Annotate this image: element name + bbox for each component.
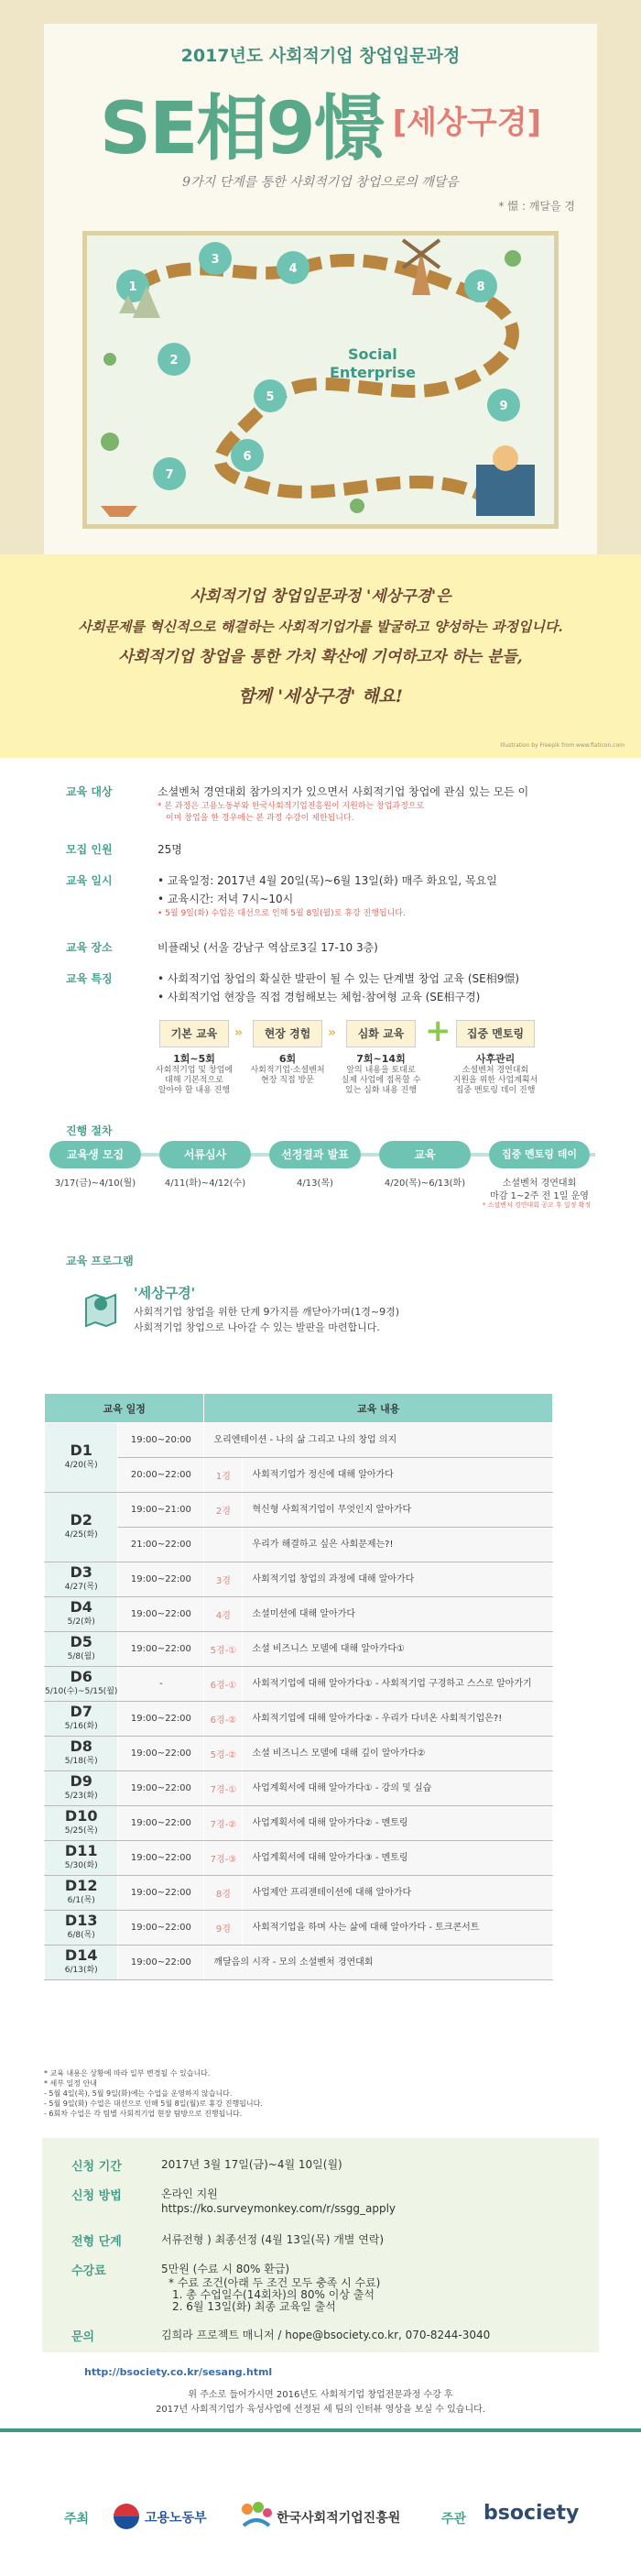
footer-text-1: 위 주소로 들어가시면 2016년도 사회적기업 창업전문과정 수강 후	[188, 2390, 453, 2400]
day-date: 5/8(월)	[67, 1651, 95, 1661]
session-step: 6경-①	[204, 1667, 243, 1702]
session-content: 사회적기업가 정신에 대해 알아가다	[243, 1458, 553, 1493]
step-date-2: 4/11(화)~4/12(수)	[164, 1178, 246, 1189]
day-date: 6/1(목)	[67, 1895, 95, 1905]
program-box-title: '세상구경'	[134, 1285, 196, 1301]
schedule-head-content: 교육 내용	[204, 1394, 553, 1423]
main-title	[44, 71, 597, 174]
schedule-day	[45, 1702, 118, 1737]
program-box-line-2: 사회적기업 창업으로 나아갈 수 있는 발판을 마련합니다.	[134, 1321, 380, 1333]
kosea-logo-icon	[240, 2502, 273, 2529]
select-value: 서류전형 ) 최종선정 (4월 13일(목) 개별 연락)	[161, 2233, 385, 2246]
day-date: 5/16(화)	[64, 1721, 98, 1731]
session-content: 사회적기업에 대해 알아가다① - 사회적기업 구경하고 스스로 알아가기	[243, 1667, 553, 1702]
intro-line-4: 함께 '세상구경' 해요!	[237, 686, 404, 707]
method-value: 온라인 지원	[161, 2187, 218, 2200]
session-time: 19:00~22:00	[118, 1771, 204, 1806]
day-number: D2	[70, 1510, 92, 1529]
moel-logo-icon	[114, 2504, 139, 2529]
date-label: 교육 일시	[66, 874, 113, 887]
step-date-3: 4/13(목)	[297, 1178, 333, 1189]
select-label: 전형 단계	[71, 2235, 122, 2249]
flow-sub-field: 6회 사회적기업·소셜벤처 현장 직접 방문	[250, 1053, 325, 1085]
map-label-enterprise: Enterprise	[330, 364, 416, 381]
footer-divider	[0, 2428, 641, 2432]
session-step: 5경-①	[204, 1632, 243, 1667]
schedule-day	[45, 1493, 118, 1562]
flow-field: 현장 경험	[253, 1020, 322, 1047]
day-number: D13	[64, 1911, 98, 1929]
feature-label: 교육 특징	[66, 972, 113, 985]
day-number: D14	[64, 1946, 98, 1964]
table-row	[45, 1702, 553, 1737]
pin-6: 6	[243, 450, 252, 464]
session-step	[204, 1528, 243, 1562]
chevron-right-icon: »	[328, 1025, 337, 1040]
hero-panel	[44, 24, 597, 554]
schedule-day	[45, 1632, 118, 1667]
date-value-2: • 교육시간: 저녁 7시~10시	[158, 893, 294, 905]
target-note-1: * 본 과정은 고용노동부와 한국사회적기업진흥원이 지원하는 창업과정으로	[158, 802, 425, 811]
schedule-day	[45, 1806, 118, 1841]
day-number: D11	[64, 1841, 98, 1859]
table-row	[45, 1632, 553, 1667]
schedule-day	[45, 1946, 118, 1980]
hero-banner	[0, 0, 641, 554]
day-number: D10	[64, 1806, 98, 1825]
session-step: 3경	[204, 1562, 243, 1597]
session-content: 사업계획서에 대해 알아가다② - 멘토링	[243, 1806, 553, 1841]
table-row	[45, 1737, 553, 1771]
day-date: 5/2(화)	[67, 1617, 95, 1627]
pin-7: 7	[165, 468, 174, 482]
target-value: 소셜벤처 경연대회 참가의지가 있으면서 사회적기업 창업에 관심 있는 모든 이	[158, 785, 529, 798]
fee-label: 수강료	[71, 2264, 106, 2278]
step-mentoring: 집중 멘토링 데이	[489, 1141, 590, 1168]
session-content: 사회적기업 창업의 과정에 대해 알아가다	[243, 1562, 553, 1597]
table-row	[45, 1876, 553, 1911]
session-step: 5경-②	[204, 1737, 243, 1771]
session-time: 19:00~22:00	[118, 1806, 204, 1841]
table-row	[45, 1806, 553, 1841]
session-content: 혁신형 사회적기업이 무엇인지 알아가다	[243, 1493, 553, 1528]
illustration-credit: Illustration by Freepik from www.flaticon.com	[500, 742, 625, 749]
subtitle: 9가지 단계를 통한 사회적기업 창업으로의 깨달음	[182, 175, 459, 190]
day-date: 5/25(목)	[64, 1825, 98, 1836]
fee-note-2: 1. 총 수업일수(14회차)의 80% 이상 출석	[172, 2288, 375, 2301]
session-step: 9경	[204, 1911, 243, 1946]
session-time: 19:00~20:00	[118, 1423, 204, 1458]
table-row	[45, 1946, 553, 1980]
date-note: • 5월 9일(화) 수업은 대선으로 인해 5월 8일(월)로 휴강 진행됩니다.	[158, 909, 406, 918]
day-number: D4	[70, 1597, 92, 1616]
program-box-line-1: 사회적기업 창업을 위한 단계 9가지를 깨닫아가며(1경~9경)	[134, 1306, 400, 1318]
session-time: 19:00~21:00	[118, 1493, 204, 1528]
schedule-day	[45, 1876, 118, 1911]
step-date-5: 소셜벤처 경연대회	[502, 1178, 577, 1189]
day-date: 6/13(화)	[64, 1965, 98, 1975]
contact-value: 김희라 프로젝트 매니저 / hope@bsociety.co.kr, 070-8244-3040	[161, 2329, 491, 2341]
flow-sub-mentoring: 사후관리 소셜벤처 경연대회 지원을 위한 사업계획서 집중 멘토링 데이 진행	[452, 1053, 538, 1095]
session-content: 사업계획서에 대해 알아가다① - 강의 및 실습	[243, 1771, 553, 1806]
journey-map-illustration	[82, 231, 559, 529]
pin-8: 8	[476, 280, 485, 294]
day-number: D6	[70, 1667, 92, 1685]
session-content: 사회적기업에 대해 알아가다② - 우리가 다녀온 사회적기업은?!	[243, 1702, 553, 1737]
session-content: 깨달음의 시작 - 모의 소셜벤처 경연대회	[204, 1946, 553, 1980]
day-number: D9	[70, 1771, 92, 1790]
step-date-5-note: * 소셜벤처 경연대회 공고 후 일정 확정	[482, 1201, 592, 1209]
step-date-5-extra: 마감 1~2주 전 1일 운영	[490, 1191, 589, 1201]
program-label: 교육 프로그램	[66, 1255, 134, 1267]
schedule-table	[44, 1393, 553, 1980]
session-time: 19:00~22:00	[118, 1562, 204, 1597]
schedule-day	[45, 1667, 118, 1702]
application-section	[42, 2138, 599, 2352]
session-content: 사회적기업을 하며 사는 삶에 대해 알아가다 - 토크콘서트	[243, 1911, 553, 1946]
day-date: 5/10(수)~5/15(월)	[45, 1686, 118, 1696]
session-content: 소셜미션에 대해 알아가다	[243, 1597, 553, 1632]
day-date: 4/25(화)	[64, 1529, 98, 1540]
footer-text-2: 2017년 사회적기업가 육성사업에 선정된 세 팀의 인터뷰 영상을 보실 수 있습니다.	[156, 2405, 485, 2415]
session-time: 19:00~22:00	[118, 1911, 204, 1946]
org-kosea: 한국사회적기업진흥원	[277, 2511, 401, 2526]
host-label: 주최	[64, 2512, 90, 2527]
session-step: 7경-③	[204, 1841, 243, 1876]
session-content: 사업제안 프리젠테이션에 대해 알아가다	[243, 1876, 553, 1911]
feature-value-2: • 사회적기업 현장을 직접 경험해보는 체험·참여형 교육 (SE相구경)	[158, 991, 481, 1003]
session-content: 우리가 해결하고 싶은 사회문제는?!	[243, 1528, 553, 1562]
intro-band	[0, 554, 641, 758]
map-label-social: Social	[348, 345, 397, 363]
session-time: 19:00~22:00	[118, 1737, 204, 1771]
table-row	[45, 1771, 553, 1806]
session-step: 4경	[204, 1597, 243, 1632]
session-step: 1경	[204, 1458, 243, 1493]
intro-line-2: 사회문제를 혁신적으로 해결하는 사회적기업가를 발굴하고 양성하는 과정입니다.	[78, 619, 563, 635]
period-value: 2017년 3월 17일(금)~4월 10일(월)	[161, 2158, 342, 2171]
chevron-right-icon: »	[234, 1025, 244, 1040]
note-5: - 6회차 수업은 각 팀별 사회적기업 현장 탐방으로 진행됩니다.	[44, 2110, 243, 2118]
fee-value: 5만원 (수료 시 80% 환급)	[161, 2263, 290, 2275]
flow-advanced: 심화 교육	[346, 1020, 416, 1047]
method-label: 신청 방법	[71, 2189, 122, 2203]
table-row	[45, 1911, 553, 1946]
pin-2: 2	[169, 354, 179, 367]
table-row	[45, 1458, 553, 1493]
table-row	[45, 1597, 553, 1632]
session-time: 19:00~22:00	[118, 1597, 204, 1632]
session-time: 20:00~22:00	[118, 1458, 204, 1493]
step-education: 교육	[379, 1141, 471, 1168]
schedule-head-date: 교육 일정	[45, 1394, 204, 1423]
schedule-day	[45, 1841, 118, 1876]
main-title-bracket: [세상구경]	[392, 104, 542, 141]
day-number: D1	[70, 1441, 92, 1459]
contact-label: 문의	[71, 2330, 95, 2344]
note-1: * 교육 내용은 상황에 따라 일부 변경될 수 있습니다.	[44, 2069, 211, 2077]
day-date: 5/23(화)	[64, 1791, 98, 1801]
session-content: 오리엔테이션 - 나의 삶 그리고 나의 창업 의지	[204, 1423, 553, 1458]
pin-4: 4	[288, 262, 298, 276]
table-row	[45, 1562, 553, 1597]
place-value: 비플래닛 (서울 강남구 역삼로3길 17-10 3층)	[158, 941, 378, 954]
plus-icon: +	[425, 1013, 451, 1049]
fee-note-3: 2. 6월 13일(화) 최종 교육일 출석	[172, 2300, 336, 2313]
session-time: 19:00~22:00	[118, 1702, 204, 1737]
people-value: 25명	[158, 843, 182, 856]
sponsor-logos	[0, 2483, 641, 2575]
session-time: 19:00~22:00	[118, 1876, 204, 1911]
pin-9: 9	[499, 400, 508, 413]
schedule-day	[45, 1597, 118, 1632]
session-step: 7경-①	[204, 1771, 243, 1806]
session-step: 2경	[204, 1493, 243, 1528]
session-time: 19:00~22:00	[118, 1841, 204, 1876]
session-content: 소셜 비즈니스 모델에 대해 알아가다①	[243, 1632, 553, 1667]
step-review: 서류심사	[159, 1141, 251, 1168]
hanja-note: * 憬 : 깨달을 경	[498, 200, 575, 213]
schedule-day	[45, 1911, 118, 1946]
fee-note-1: * 수료 조건(아래 두 조건 모두 충족 시 수료)	[168, 2276, 381, 2289]
table-row	[45, 1667, 553, 1702]
flow-mentoring: 집중 멘토링	[456, 1020, 535, 1047]
org-moel: 고용노동부	[145, 2511, 207, 2526]
table-row	[45, 1493, 553, 1528]
pin-5: 5	[266, 390, 275, 404]
flow-basic: 기본 교육	[159, 1020, 229, 1047]
session-content: 소셜 비즈니스 모델에 대해 깊이 알아가다②	[243, 1737, 553, 1771]
session-step: 6경-②	[204, 1702, 243, 1737]
map-pin-icon	[82, 1288, 119, 1328]
session-time: 21:00~22:00	[118, 1528, 204, 1562]
session-time: -	[118, 1667, 204, 1702]
note-4: - 5월 9일(화) 수업은 대선으로 인해 5월 8일(월)로 휴강 진행됩니다.	[44, 2099, 263, 2108]
note-2: * 세부 일정 안내	[44, 2079, 97, 2088]
session-content: 사업계획서에 대해 알아가다③ - 멘토링	[243, 1841, 553, 1876]
flow-sub-advanced: 7회~14회 앞의 내용을 토대로 실제 사업에 접목할 수 있는 심화 내용 진행	[341, 1053, 421, 1095]
schedule-day	[45, 1423, 118, 1493]
main-title-text: SE相9憬	[99, 88, 384, 170]
manage-label: 주관	[441, 2512, 467, 2527]
apply-link[interactable]: https://ko.surveymonkey.com/r/ssgg_apply	[161, 2202, 397, 2215]
session-time: 19:00~22:00	[118, 1946, 204, 1980]
day-date: 5/30(화)	[64, 1860, 98, 1870]
schedule-notes	[44, 2068, 263, 2119]
note-3: - 5월 4일(목), 5월 9일(화)에는 수업을 운영하지 않습니다.	[44, 2089, 233, 2098]
session-step: 7경-②	[204, 1806, 243, 1841]
session-time: 19:00~22:00	[118, 1632, 204, 1667]
process-label: 진행 절차	[66, 1124, 113, 1137]
flow-sub-basic: 1회~5회 사회적기업 및 창업에 대해 기본적으로 알아야 할 내용 진행	[156, 1053, 233, 1095]
pin-1: 1	[128, 280, 137, 294]
intro-line-1: 사회적기업 창업입문과정 '세상구경'은	[190, 587, 451, 606]
date-value-1: • 교육일정: 2017년 4월 20일(목)~6월 13일(화) 매주 화요일, 목요일	[158, 874, 497, 887]
schedule-day	[45, 1562, 118, 1597]
feature-value-1: • 사회적기업 창업의 확실한 발판이 될 수 있는 단계별 창업 교육 (SE相9憬)	[158, 972, 520, 985]
footer-url[interactable]: http://bsociety.co.kr/sesang.html	[84, 2366, 273, 2378]
step-recruit: 교육생 모집	[49, 1141, 141, 1168]
day-date: 5/18(목)	[64, 1756, 98, 1766]
intro-line-3: 사회적기업 창업을 통한 가치 확산에 기여하고자 하는 분들,	[118, 648, 523, 666]
step-announce: 선정결과 발표	[269, 1141, 361, 1168]
day-date: 4/20(목)	[64, 1460, 98, 1470]
day-number: D8	[70, 1737, 92, 1755]
people-label: 모집 인원	[66, 843, 113, 856]
schedule-day	[45, 1771, 118, 1806]
table-row	[45, 1528, 553, 1562]
place-label: 교육 장소	[66, 941, 113, 954]
pin-3: 3	[211, 253, 220, 267]
session-step: 8경	[204, 1876, 243, 1911]
day-number: D5	[70, 1632, 92, 1650]
table-row	[45, 1423, 553, 1458]
step-date-1: 3/17(금)~4/10(월)	[54, 1178, 136, 1189]
target-label: 교육 대상	[66, 785, 113, 798]
day-number: D7	[70, 1702, 92, 1720]
org-bsociety: bsociety	[483, 2502, 580, 2525]
year-title: 2017년도 사회적기업 창업입문과정	[180, 46, 461, 66]
step-date-4: 4/20(목)~6/13(화)	[384, 1178, 466, 1189]
day-number: D3	[70, 1562, 92, 1581]
day-date: 4/27(목)	[64, 1582, 98, 1592]
schedule-day	[45, 1737, 118, 1771]
day-date: 6/8(목)	[67, 1930, 95, 1940]
table-row	[45, 1841, 553, 1876]
target-note-2: 이미 창업을 한 경우에는 본 과정 수강이 제한됩니다.	[166, 814, 354, 823]
day-number: D12	[64, 1876, 98, 1894]
period-label: 신청 기간	[71, 2160, 122, 2174]
